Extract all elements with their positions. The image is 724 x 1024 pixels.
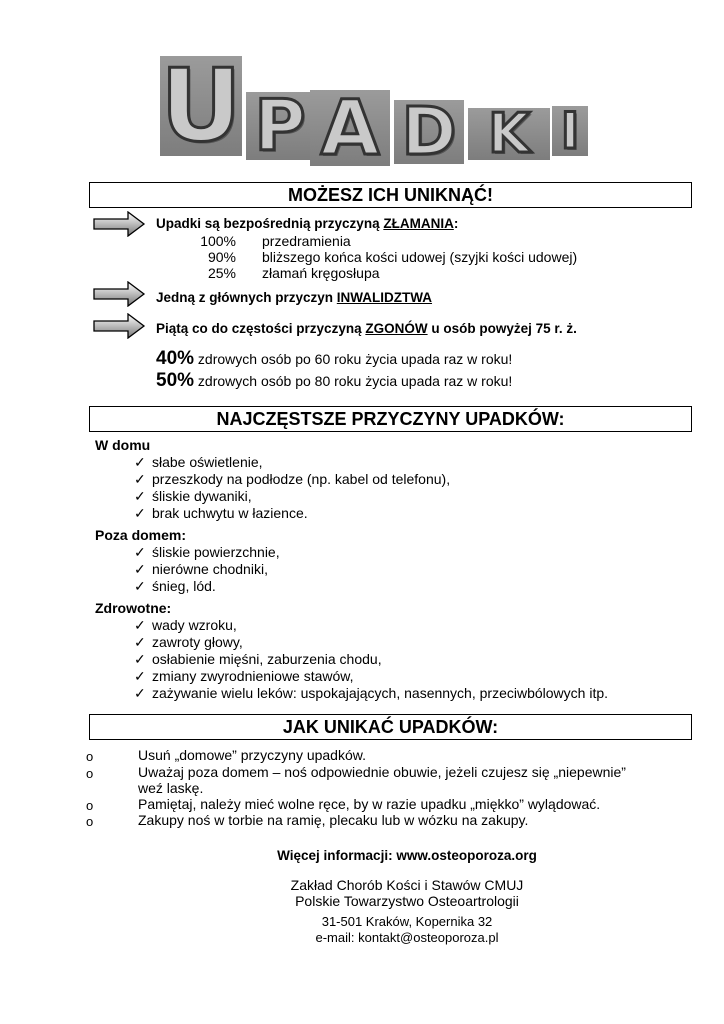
stat-60-pct: 40%	[156, 348, 195, 369]
list-item-text: zażywanie wielu leków: uspokajających, nasennych, przeciwbólowych itp.	[152, 685, 609, 701]
list-item	[134, 578, 216, 595]
point-disability-prefix: Jedną z głównych przyczyn	[156, 290, 337, 305]
fracture-pct: 90%	[207, 249, 236, 265]
list-item	[134, 685, 608, 702]
list-item-text: słabe oświetlenie,	[152, 454, 263, 470]
stat-60	[156, 348, 512, 370]
point-disability	[156, 290, 432, 305]
fracture-desc: złamań kręgosłupa	[262, 265, 380, 281]
list-item-text: wady wzroku,	[152, 617, 237, 633]
list-item-text: śnieg, lód.	[152, 578, 216, 594]
list-item-text: śliskie powierzchnie,	[152, 544, 280, 560]
fracture-pct: 25%	[207, 265, 236, 281]
arrow-right-icon	[92, 281, 146, 307]
list-item-text: zmiany zwyrodnieniowe stawów,	[152, 668, 354, 684]
title-letter-k: K	[468, 108, 550, 160]
fracture-row	[192, 233, 351, 249]
list-item	[134, 634, 243, 651]
group-title-home: W domu	[95, 437, 151, 453]
check-icon: ✓	[134, 685, 146, 701]
arrow-right-icon	[92, 313, 146, 339]
email-link[interactable]: e-mail: kontakt@osteoporoza.pl	[315, 930, 499, 945]
circle-bullet-icon: o	[86, 749, 94, 764]
fracture-desc: przedramienia	[262, 233, 351, 249]
check-icon: ✓	[134, 617, 146, 633]
check-icon: ✓	[134, 578, 146, 594]
title-letter-u: U	[160, 56, 242, 156]
list-item	[134, 471, 450, 488]
check-icon: ✓	[134, 488, 146, 504]
point-deaths-prefix: Piątą co do częstości przyczyną	[156, 321, 366, 336]
list-item	[134, 505, 308, 522]
title-letter-p: P	[246, 92, 314, 160]
stat-80-text: zdrowych osób po 80 roku życia upada raz w roku!	[194, 373, 513, 389]
fracture-row	[192, 265, 380, 281]
circle-bullet-icon: o	[86, 814, 94, 829]
arrow-right-icon	[92, 211, 146, 237]
point-fractures-suffix: :	[453, 216, 459, 231]
point-fractures-prefix: Upadki są bezpośrednią przyczyną	[156, 216, 384, 231]
list-item	[134, 668, 354, 685]
keyword-fractures: ZŁAMANIA	[383, 216, 454, 231]
check-icon: ✓	[134, 634, 146, 650]
check-icon: ✓	[134, 651, 146, 667]
list-item	[134, 488, 252, 505]
check-icon: ✓	[134, 471, 146, 487]
section-header-how-to-avoid: JAK UNIKAĆ UPADKÓW:	[89, 714, 692, 740]
list-item-text: zawroty głowy,	[152, 634, 243, 650]
stat-80	[156, 370, 512, 392]
fracture-desc: bliższego końca kości udowej (szyjki kości udowej)	[262, 249, 578, 265]
circle-bullet-icon: o	[86, 798, 94, 813]
title-letter-a: A	[310, 90, 390, 166]
list-item-text: osłabienie mięśni, zaburzenia chodu,	[152, 651, 382, 667]
tip-text: Uważaj poza domem – noś odpowiednie obuwie, jeżeli czujesz się „niepewnie”	[138, 764, 626, 780]
title-letter-i: I	[552, 106, 588, 156]
list-item-text: brak uchwytu w łazience.	[152, 505, 308, 521]
list-item	[134, 454, 263, 471]
tip-text: Zakupy noś w torbie na ramię, plecaku lub w wózku na zakupy.	[138, 812, 529, 828]
section-header-avoid: MOŻESZ ICH UNIKNĄĆ!	[89, 182, 692, 208]
list-item-text: przeszkody na podłodze (np. kabel od telefonu),	[152, 471, 451, 487]
check-icon: ✓	[134, 561, 146, 577]
title-letter-d: D	[394, 100, 464, 164]
org-name-2: Polskie Towarzystwo Osteoartrologii	[295, 893, 519, 909]
list-item	[134, 561, 268, 578]
more-info-link[interactable]: Więcej informacji: www.osteoporoza.org	[277, 848, 537, 863]
section-header-causes: NAJCZĘSTSZE PRZYCZYNY UPADKÓW:	[89, 406, 692, 432]
stat-60-text: zdrowych osób po 60 roku życia upada raz w roku!	[194, 351, 513, 367]
fracture-pct: 100%	[200, 233, 236, 249]
list-item	[134, 544, 280, 561]
group-title-health: Zdrowotne:	[95, 600, 172, 616]
group-title-outside: Poza domem:	[95, 527, 187, 543]
check-icon: ✓	[134, 544, 146, 560]
tip-text: Pamiętaj, należy mieć wolne ręce, by w razie upadku „miękko” wylądować.	[138, 796, 601, 812]
keyword-disability: INWALIDZTWA	[336, 290, 433, 305]
org-name-1: Zakład Chorób Kości i Stawów CMUJ	[290, 877, 524, 893]
point-deaths-suffix: u osób powyżej 75 r. ż.	[427, 321, 577, 336]
point-deaths	[156, 321, 577, 336]
list-item-text: nierówne chodniki,	[152, 561, 268, 577]
title-art	[150, 48, 600, 168]
tip-text-continued: weź laskę.	[138, 780, 204, 796]
point-fractures	[156, 216, 458, 231]
keyword-deaths: ZGONÓW	[365, 321, 428, 336]
check-icon: ✓	[134, 505, 146, 521]
check-icon: ✓	[134, 668, 146, 684]
address: 31-501 Kraków, Kopernika 32	[321, 914, 493, 929]
stat-80-pct: 50%	[156, 370, 195, 391]
check-icon: ✓	[134, 454, 146, 470]
list-item	[134, 617, 237, 634]
list-item-text: śliskie dywaniki,	[152, 488, 252, 504]
fracture-row	[192, 249, 577, 265]
circle-bullet-icon: o	[86, 766, 94, 781]
tip-text: Usuń „domowe” przyczyny upadków.	[138, 747, 366, 763]
list-item	[134, 651, 382, 668]
